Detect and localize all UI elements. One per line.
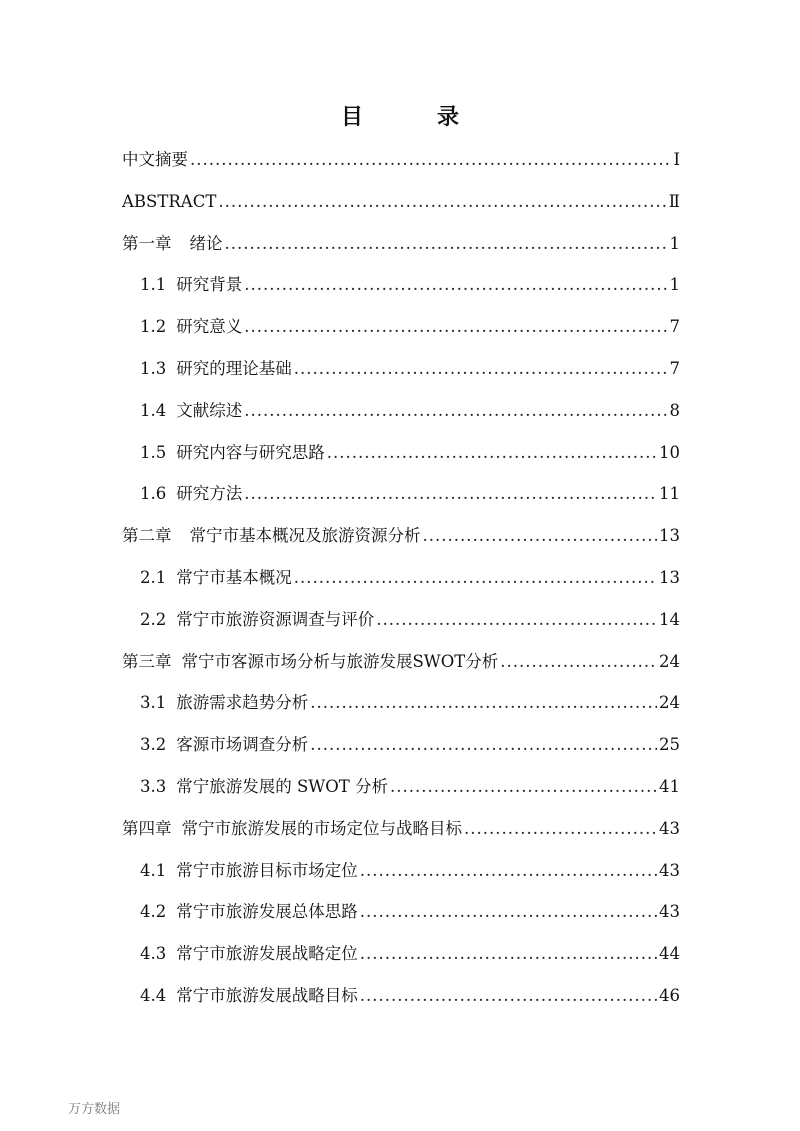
toc-entry-label <box>140 682 308 724</box>
toc-entry-label <box>140 432 325 474</box>
toc-entry-title: 研究方法 <box>176 484 243 504</box>
toc-entry-section-4-1[interactable] <box>122 850 680 892</box>
toc-entry-title: 常宁市旅游发展总体思路 <box>176 902 358 922</box>
toc-entry-title: 常宁旅游发展的 SWOT 分析 <box>176 776 389 796</box>
toc-leader-dots <box>190 139 671 181</box>
toc-entry-title: 研究内容与研究思路 <box>176 442 325 462</box>
toc-entry-number: 3.3 <box>140 776 167 796</box>
toc-entry-number: 第三章 <box>122 651 172 671</box>
toc-entry-number: 4.4 <box>140 985 167 1005</box>
toc-entry-section-2-2[interactable] <box>122 599 680 641</box>
toc-entry-page: 8 <box>669 400 680 420</box>
toc-entry-title: 客源市场调查分析 <box>176 735 309 755</box>
toc-entry-title: 绪论 <box>189 233 223 253</box>
toc-entry-page: Ⅰ <box>673 150 680 169</box>
toc-entry-page: 44 <box>659 944 680 964</box>
toc-entry-number: 第二章 <box>122 526 172 546</box>
toc-entry-page: 24 <box>659 651 680 671</box>
toc-entry-label <box>140 390 242 432</box>
toc-leader-dots <box>225 223 668 265</box>
toc-leader-dots <box>360 891 657 933</box>
toc-leader-dots <box>327 432 657 474</box>
watermark: 万方数据 <box>68 1102 121 1117</box>
toc-entry-label <box>140 348 292 390</box>
toc-entry-title: 常宁市旅游发展战略定位 <box>176 944 358 964</box>
toc-entry-title: 常宁市基本概况 <box>176 567 292 587</box>
toc-entry-title: 旅游需求趋势分析 <box>176 693 309 713</box>
toc-entry-section-3-1[interactable] <box>122 682 680 724</box>
toc-entry-number: 4.3 <box>140 944 167 964</box>
toc-entry-label <box>140 557 292 599</box>
toc-entry-title: 研究背景 <box>176 275 243 295</box>
toc-entry-page: 10 <box>659 442 680 462</box>
toc-leader-dots <box>294 557 657 599</box>
toc-leader-dots <box>244 264 667 306</box>
toc-entry-number: 1.2 <box>140 317 167 337</box>
toc-entry-chapter-2[interactable] <box>122 515 680 557</box>
toc-entry-section-4-2[interactable] <box>122 891 680 933</box>
toc-entry-section-1-6[interactable] <box>122 473 680 515</box>
toc-entry-section-4-4[interactable] <box>122 975 680 1017</box>
toc-entry-page: 7 <box>669 358 680 378</box>
toc-leader-dots <box>390 766 657 808</box>
toc-entry-number: 1.3 <box>140 358 167 378</box>
toc-entry-section-4-3[interactable] <box>122 933 680 975</box>
toc-leader-dots <box>464 808 657 850</box>
toc-entry-label <box>140 264 242 306</box>
toc-leader-dots <box>360 933 657 975</box>
toc-leader-dots <box>423 515 658 557</box>
toc-leader-dots <box>244 473 657 515</box>
toc-entry-number: 3.1 <box>140 693 167 713</box>
toc-entry-number: 3.2 <box>140 735 167 755</box>
toc-entry-section-1-4[interactable] <box>122 390 680 432</box>
toc-entry-title: 常宁市旅游目标市场定位 <box>176 860 358 880</box>
toc-entry-section-3-2[interactable] <box>122 724 680 766</box>
toc-entry-label <box>140 766 388 808</box>
toc-entry-page: 43 <box>659 860 680 880</box>
toc-leader-dots <box>360 975 657 1017</box>
toc-leader-dots <box>218 181 666 223</box>
toc-leader-dots <box>310 724 657 766</box>
toc-entry-number: 1.5 <box>140 442 167 462</box>
toc-entry-number: 4.1 <box>140 860 167 880</box>
toc-entry-title: 文献综述 <box>176 400 243 420</box>
toc-entry-label <box>122 641 498 683</box>
toc-entry-number: 4.2 <box>140 902 167 922</box>
toc-entry-label <box>140 891 358 933</box>
toc-entry-label <box>140 724 308 766</box>
toc-entry-number: 第四章 <box>122 818 172 838</box>
toc-entry-number: 1.1 <box>140 275 167 295</box>
toc-entry-page: 1 <box>669 275 680 295</box>
toc-entry-page: 13 <box>659 567 680 587</box>
toc-leader-dots <box>310 682 657 724</box>
toc-leader-dots <box>294 348 668 390</box>
toc-leader-dots <box>376 599 657 641</box>
toc-entry-number: 1.4 <box>140 400 167 420</box>
toc-entry-page: 43 <box>659 902 680 922</box>
toc-entry-title: 中文摘要 <box>122 150 188 169</box>
toc-entry-chapter-3[interactable] <box>122 641 680 683</box>
table-of-contents <box>122 139 680 1017</box>
toc-entry-label <box>122 808 462 850</box>
toc-entry-title: 常宁市旅游发展战略目标 <box>176 985 358 1005</box>
toc-entry-label <box>140 473 242 515</box>
toc-entry-section-1-3[interactable] <box>122 348 680 390</box>
toc-entry-title: 常宁市旅游发展的市场定位与战略目标 <box>181 818 462 838</box>
toc-entry-label <box>140 599 374 641</box>
toc-entry-page: 43 <box>659 818 680 838</box>
toc-entry-section-1-5[interactable] <box>122 432 680 474</box>
toc-entry-label <box>140 975 358 1017</box>
toc-entry-page: 46 <box>659 985 680 1005</box>
toc-leader-dots <box>244 390 667 432</box>
toc-entry-page: 14 <box>659 609 680 629</box>
toc-entry-section-1-2[interactable] <box>122 306 680 348</box>
toc-entry-page: 11 <box>659 484 680 504</box>
toc-entry-title: 研究意义 <box>176 317 243 337</box>
toc-entry-chapter-1[interactable] <box>122 223 680 265</box>
toc-leader-dots <box>244 306 667 348</box>
toc-entry-abstract-en[interactable] <box>122 181 680 223</box>
toc-entry-label <box>140 306 242 348</box>
toc-entry-number: 第一章 <box>122 233 172 253</box>
toc-entry-section-3-3[interactable] <box>122 766 680 808</box>
toc-entry-label <box>140 850 358 892</box>
toc-entry-chapter-4[interactable] <box>122 808 680 850</box>
toc-entry-abstract-cn[interactable] <box>122 139 680 181</box>
toc-leader-dots <box>360 850 657 892</box>
toc-entry-label <box>140 933 358 975</box>
toc-entry-page: 7 <box>669 317 680 337</box>
toc-entry-label <box>122 515 421 557</box>
toc-entry-section-1-1[interactable] <box>122 264 680 306</box>
toc-entry-title: 研究的理论基础 <box>176 358 292 378</box>
toc-entry-page: 1 <box>669 233 680 253</box>
toc-entry-number: 2.1 <box>140 567 167 587</box>
toc-entry-page: 24 <box>659 693 680 713</box>
page-title: 目 录 <box>340 104 485 130</box>
toc-entry-title: 常宁市客源市场分析与旅游发展SWOT分析 <box>181 651 499 671</box>
toc-entry-page: 41 <box>659 776 680 796</box>
toc-entry-page: Ⅱ <box>668 191 680 211</box>
toc-leader-dots <box>500 641 657 683</box>
toc-entry-page: 13 <box>659 526 680 546</box>
toc-entry-page: 25 <box>659 735 680 755</box>
toc-entry-label <box>122 223 223 265</box>
toc-entry-title: ABSTRACT <box>122 191 217 211</box>
toc-entry-number: 1.6 <box>140 484 167 504</box>
toc-entry-title: 常宁市旅游资源调查与评价 <box>176 609 375 629</box>
toc-entry-title: 常宁市基本概况及旅游资源分析 <box>189 526 421 546</box>
toc-entry-section-2-1[interactable] <box>122 557 680 599</box>
toc-entry-number: 2.2 <box>140 609 167 629</box>
